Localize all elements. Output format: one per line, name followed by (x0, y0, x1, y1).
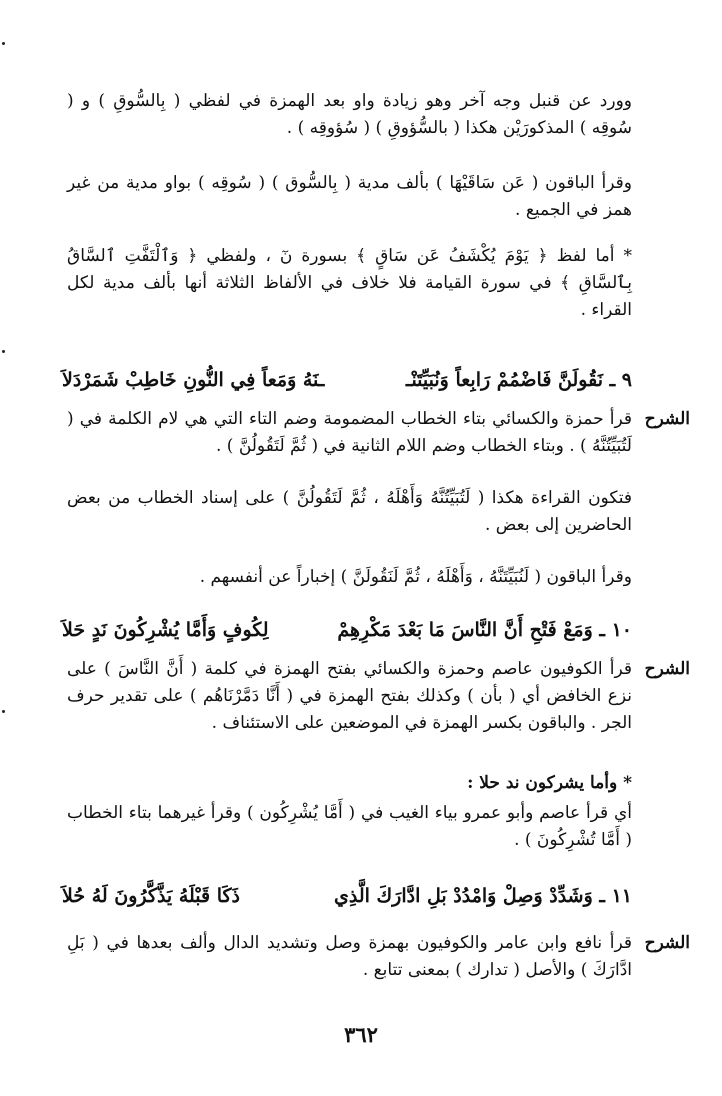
verse-11-first-hemistich: ١١ ـ وَشَدِّدْ وَصِلْ وَامْدُدْ بَلِ ادَّارَكَ الَّذِي (333, 885, 632, 907)
sharh-label: الشرح (644, 933, 690, 953)
sharh-9-part2: فتكون القراءة هكذا ( لَتُبَيِّتُنَّهُ وَأَهْلَهُ ، ثُمَّ لَتَقُولُنَّ ) على إسناد الخطاب من بعض الحاضرين إلى بعض . (67, 488, 632, 535)
paragraph-qunbul-variant: وورد عن قنبل وجه آخر وهو زيادة واو بعد الهمزة في لفظي ( بِالسُّوقِ ) و ( سُوقِه ) المذكورَيْن هكذا ( بالسُّؤوقِ ) ( سُؤوقِه ) . (67, 91, 632, 138)
sharh-label: الشرح (644, 409, 690, 429)
sharh-9-part3: وقرأ الباقون ( لَنُبَيِّتَنَّهُ ، وَأَهْلَهُ ، ثُمَّ لَنَقُولَنَّ ) إخباراً عن أنفسهم . (199, 567, 632, 587)
verse-9-first-hemistich: ٩ ـ نَقُولَنَّ فَاضْمُمْ رَابِعاً وَنُبَيِّتَنْـ (405, 369, 632, 391)
sharh-10-part1: قرأ الكوفيون عاصم وحمزة والكسائي بفتح الهمزة في كلمة ( أَنَّ النَّاسَ ) على نزع الخافض أي ( بأن ) وكذلك بفتح الهمزة في ( أَنَّا دَمَّرْنَاهُم ) على تقدير حرف الجر . والباقون بكسر الهمزة في الموضعين على الاستئناف . (67, 659, 632, 733)
sharh-label: الشرح (644, 659, 690, 679)
sharh-10-subheading: * وأما يشركون ند حلا : (467, 773, 632, 793)
paragraph-others-reading: وقرأ الباقون ( عَن سَاقَيْهَا ) بألف مدية ( بِالسُّوق ) ( سُوقِه ) بواو مدية من غير همز في الجميع . (67, 173, 632, 220)
page-number: ٣٦٢ (344, 1022, 378, 1047)
verse-10-second-hemistich: لِكُوفٍ وَأَمَّا يُشْرِكُونَ نَدٍ حَلاَ (62, 619, 269, 641)
sharh-9-part1: قرأ حمزة والكسائي بتاء الخطاب المضمومة وضم التاء التي هي لام الكلمة في ( لَتُبَيِّتُنَّهُ ) . وبتاء الخطاب وضم اللام الثانية في ( ثُمَّ لَتَقُولُنَّ ) . (67, 409, 632, 456)
scan-mark (2, 710, 5, 713)
sharh-10-part2: أي قرأ عاصم وأبو عمرو بياء الغيب في ( أَمَّا يُشْرِكُون ) وقرأ غيرهما بتاء الخطاب ( أَمَّا تُشْرِكُونَ ) . (67, 803, 632, 850)
verse-11-second-hemistich: ذَكَا قَبْلَهُ يَذَّكَّرُونَ لَهُ حُلاَ (62, 885, 241, 907)
scan-mark (2, 42, 5, 45)
verse-10-first-hemistich: ١٠ ـ وَمَعْ فَتْحِ أَنَّ النَّاسَ مَا بَعْدَ مَكْرِهِمْ (337, 619, 632, 641)
scan-mark (2, 350, 5, 353)
paragraph-saq-note: * أما لفظ ﴿ يَوْمَ يُكْشَفُ عَن سَاقٍ ﴾ بسورة نٓ ، ولفظي ﴿ وَٱلْتَفَّتِ ٱلسَّاقُ بِٱلسَّاقِ ﴾ في سورة القيامة فلا خلاف في الألفاظ الثلاثة أنها بألف مدية لكل القراء . (67, 246, 632, 320)
sharh-11: قرأ نافع وابن عامر والكوفيون بهمزة وصل وتشديد الدال وألف بعدها في ( بَلِ ادَّارَكَ ) والأصل ( تدارك ) بمعنى تتابع . (67, 933, 632, 980)
verse-9-second-hemistich: ـنَهُ وَمَعاً فِي النُّونِ خَاطِبْ شَمَرْدَلاَ (62, 369, 325, 391)
